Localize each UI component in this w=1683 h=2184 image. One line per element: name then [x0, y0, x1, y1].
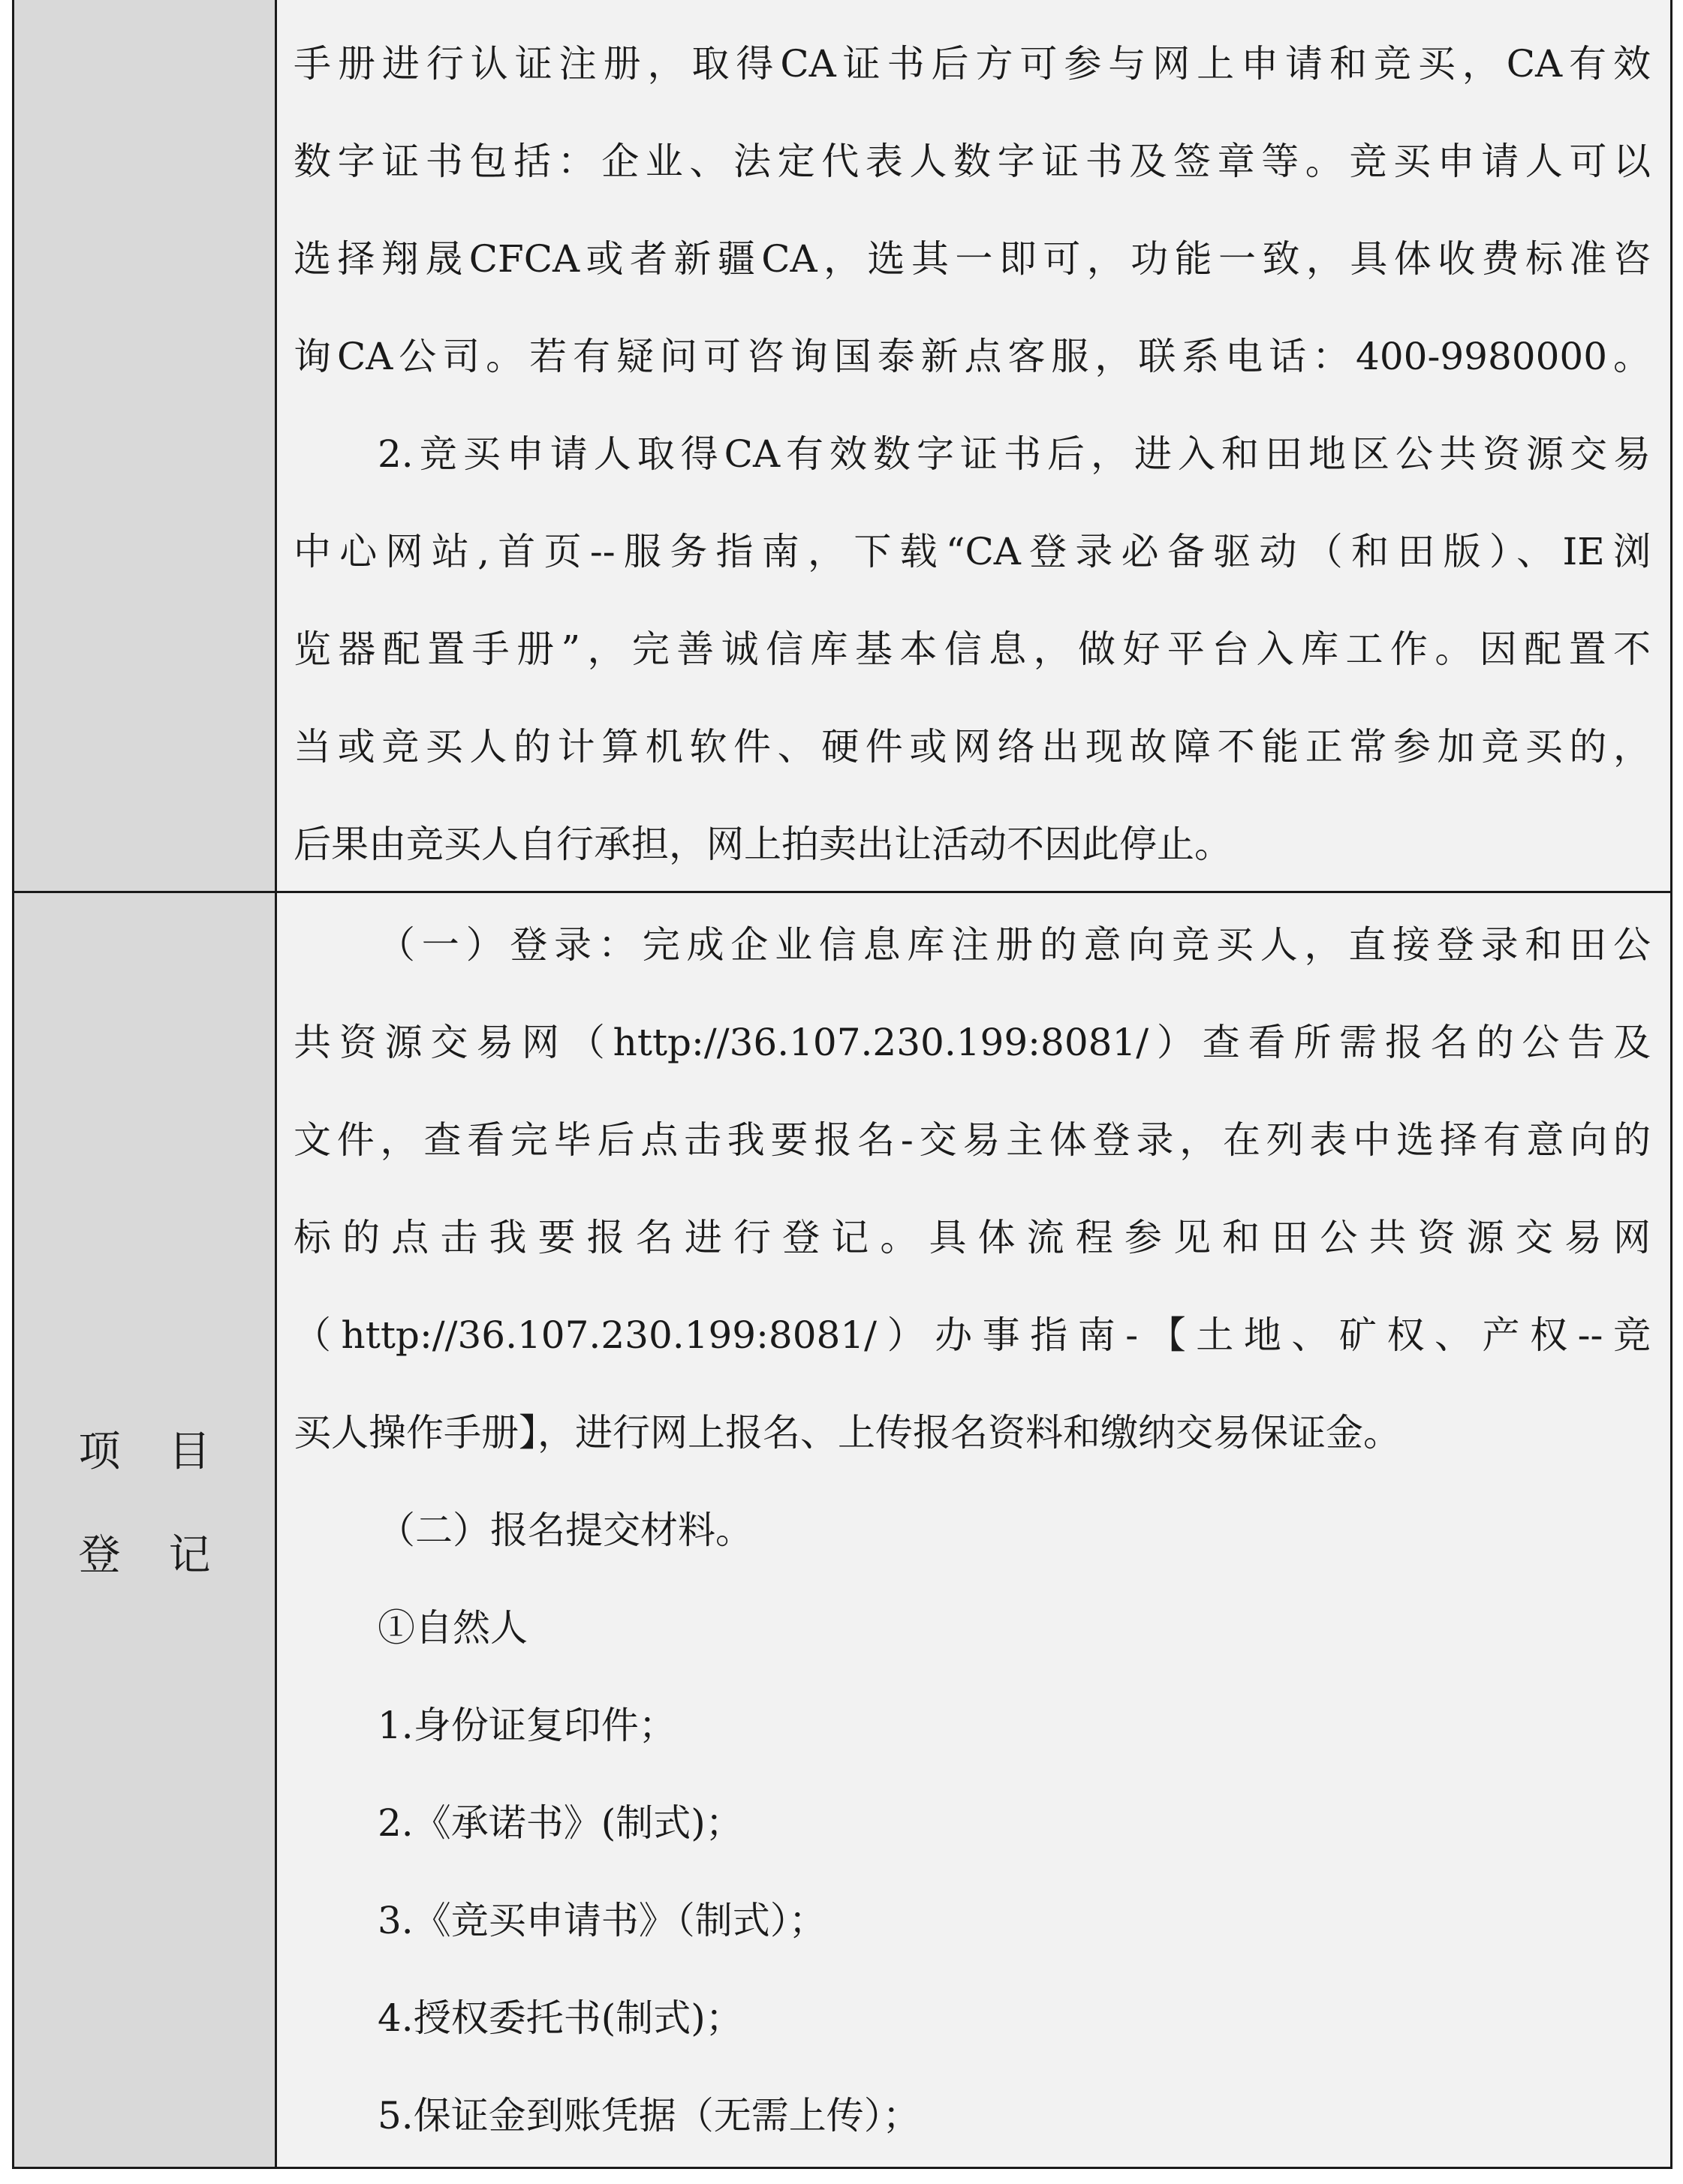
document-table	[12, 0, 1672, 2169]
paragraph-line: 共资源交易网（http://36.107.230.199:8081/）查看所需报名的公告及	[294, 1021, 1651, 1064]
row-content-cell	[277, 0, 1670, 891]
paragraph-line: （http://36.107.230.199:8081/）办事指南-【土地、矿权、产权--竞	[294, 1313, 1651, 1357]
table-row	[14, 0, 1670, 893]
subsection-heading: ①自然人	[378, 1606, 528, 1650]
row-label-line: 项目	[78, 1427, 259, 1476]
table-row	[14, 893, 1670, 2167]
paragraph-line: 选择翔晟CFCA或者新疆CA，选其一即可，功能一致，具体收费标准咨	[294, 237, 1651, 281]
paragraph-line: 标的点击我要报名进行登记。具体流程参见和田公共资源交易网	[294, 1216, 1651, 1259]
paragraph-line: 数字证书包括：企业、法定代表人数字证书及签章等。竞买申请人可以	[294, 140, 1651, 183]
paragraph-line: 中心网站,首页--服务指南，下载“CA登录必备驱动（和田版）、IE浏	[294, 530, 1651, 573]
list-item: 1.身份证复印件；	[378, 1704, 676, 1747]
list-item: 5.保证金到账凭据（无需上传）；	[378, 2094, 920, 2137]
row-content-cell	[277, 893, 1670, 2167]
section-heading: （二）报名提交材料。	[378, 1509, 753, 1552]
paragraph-line: （一）登录：完成企业信息库注册的意向竞买人，直接登录和田公	[378, 923, 1651, 967]
paragraph-line: 询CA公司。若有疑问可咨询国泰新点客服，联系电话：400-9980000。	[294, 335, 1651, 378]
paragraph-line: 2.竞买申请人取得CA有效数字证书后，进入和田地区公共资源交易	[378, 432, 1651, 476]
list-item: 3.《竞买申请书》（制式）；	[378, 1899, 826, 1942]
row-label-line: 登记	[78, 1531, 259, 1580]
list-item: 4.授权委托书(制式)；	[378, 1996, 743, 2040]
paragraph-line: 览器配置手册”，完善诚信库基本信息，做好平台入库工作。因配置不	[294, 627, 1651, 671]
list-item: 2.《承诺书》(制式)；	[378, 1801, 743, 1845]
paragraph-line: 后果由竞买人自行承担，网上拍卖出让活动不因此停止。	[294, 823, 1232, 866]
paragraph-line: 文件，查看完毕后点击我要报名-交易主体登录，在列表中选择有意向的	[294, 1118, 1651, 1162]
paragraph-line: 当或竞买人的计算机软件、硬件或网络出现故障不能正常参加竞买的，	[294, 725, 1651, 769]
paragraph-line: 买人操作手册】，进行网上报名、上传报名资料和缴纳交易保证金。	[294, 1411, 1401, 1454]
paragraph-line: 手册进行认证注册，取得CA证书后方可参与网上申请和竞买，CA有效	[294, 42, 1651, 86]
row-label-cell	[14, 893, 277, 2167]
row-label-cell	[14, 0, 277, 891]
